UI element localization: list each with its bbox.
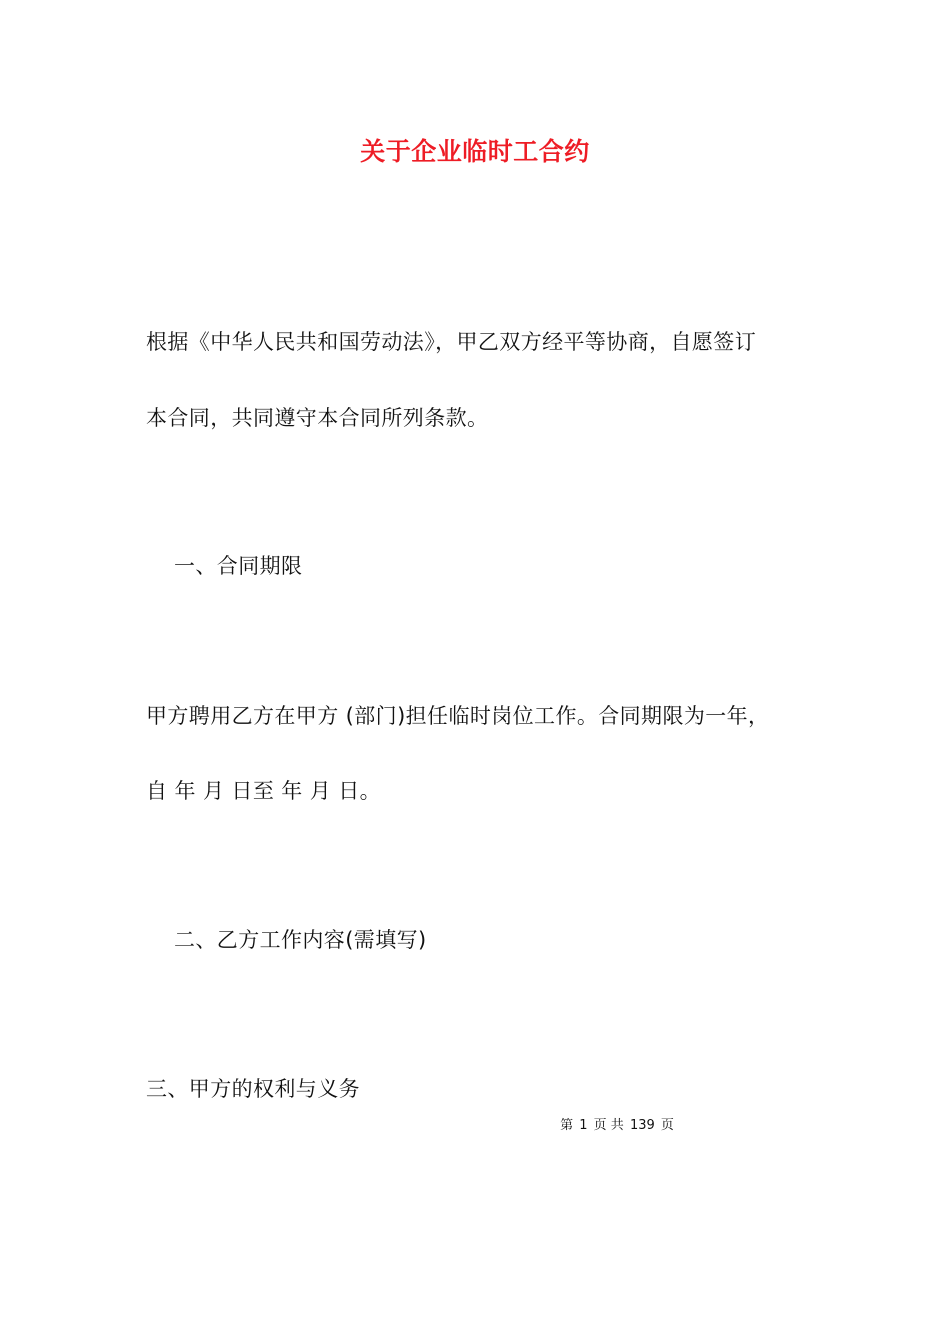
page-footer (0, 1114, 950, 1133)
document-title: 关于企业临时工合约 (360, 137, 590, 166)
paragraph-line-3: 甲方聘用乙方在甲方 (部门)担任临时岗位工作。合同期限为一年， (146, 704, 770, 728)
section-heading-3: 三、甲方的权利与义务 (146, 1077, 360, 1101)
footer-current-page: 1 (579, 1118, 588, 1133)
section-heading-1: 一、合同期限 (174, 554, 303, 578)
footer-prefix: 第 (560, 1118, 574, 1133)
paragraph-line-4: 自 年 月 日至 年 月 日。 (146, 779, 382, 803)
paragraph-line-2: 本合同，共同遵守本合同所列条款。 (146, 406, 489, 430)
paragraph-line-1: 根据《中华人民共和国劳动法》，甲乙双方经平等协商，自愿签订 (146, 330, 757, 354)
section-heading-2: 二、乙方工作内容(需填写) (174, 928, 427, 952)
footer-middle: 页 共 (593, 1118, 624, 1133)
footer-suffix: 页 (660, 1118, 674, 1133)
footer-total-pages: 139 (629, 1118, 655, 1133)
